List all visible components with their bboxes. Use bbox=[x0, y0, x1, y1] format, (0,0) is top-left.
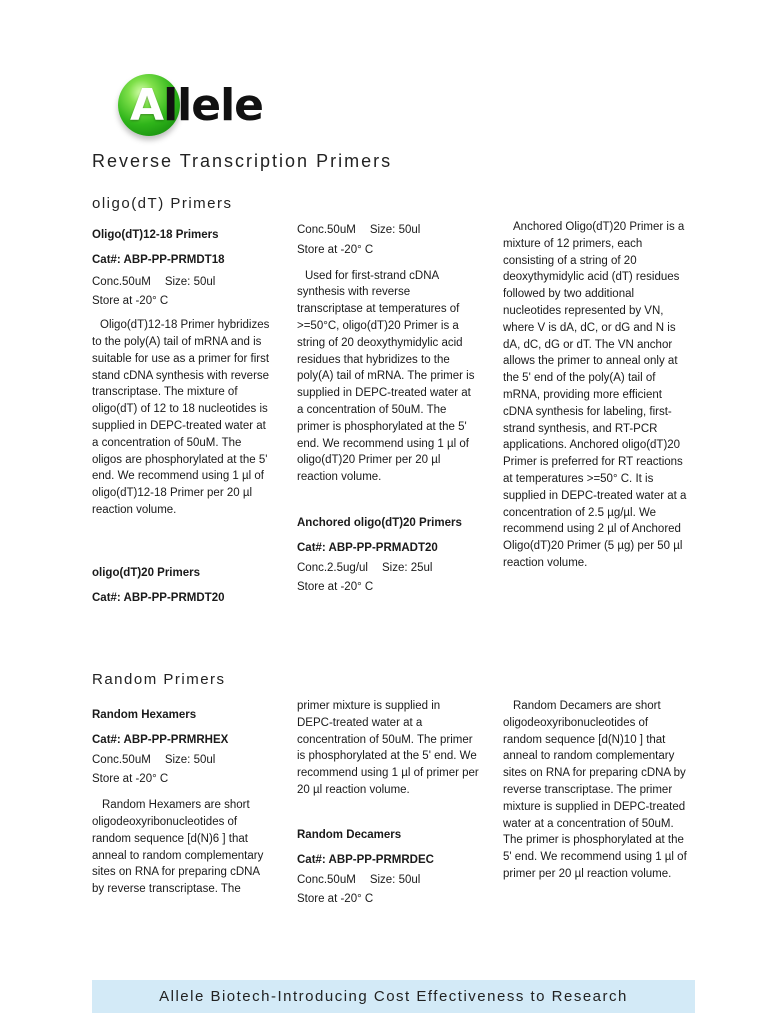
section-heading-random: Random Primers bbox=[92, 671, 226, 688]
product-name: Random Hexamers bbox=[92, 709, 197, 721]
storage: Store at -20° C bbox=[297, 581, 374, 594]
concentration: Conc.2.5ug/ul bbox=[297, 561, 368, 574]
footer-banner bbox=[92, 980, 695, 1013]
product-oligo-dt12-18 bbox=[92, 227, 274, 519]
product-description-continued: primer mixture is supplied in DEPC-treated water at a concentration of 50uM. The primer is phosphorylated at the 5' end. We recommend using 1 µl of primer per 20 µl reaction volume. bbox=[297, 700, 479, 796]
product-description: Random Hexamers are short oligodeoxyribonucleotides of random sequence [d(N)6 ] that anneal to random complementary sites on RNA for preparing cDNA by reverse transcriptase. The bbox=[92, 799, 264, 896]
concentration: Conc.50uM bbox=[92, 275, 151, 288]
product-random-decamers-description bbox=[503, 698, 687, 883]
product-name: oligo(dT)20 Primers bbox=[92, 567, 200, 579]
product-random-hexamers-cont bbox=[297, 698, 479, 799]
size: Size: 25ul bbox=[381, 561, 433, 574]
product-random-hexamers bbox=[92, 707, 274, 898]
concentration: Conc.50uM bbox=[297, 873, 356, 886]
concentration: Conc.50uM bbox=[297, 224, 356, 236]
size: Size: 50ul bbox=[164, 753, 216, 766]
product-name: Oligo(dT)12-18 Primers bbox=[92, 229, 219, 241]
product-name: Anchored oligo(dT)20 Primers bbox=[297, 517, 462, 529]
conc-size-row bbox=[92, 274, 274, 291]
conc-size-row bbox=[92, 752, 274, 769]
product-name: Random Decamers bbox=[297, 829, 402, 841]
allele-logo bbox=[116, 74, 286, 140]
size: Size: 50ul bbox=[369, 873, 421, 886]
page-title: Reverse Transcription Primers bbox=[92, 151, 393, 171]
footer-tagline: Allele Biotech-Introducing Cost Effectiveness to Research bbox=[159, 988, 628, 1005]
concentration: Conc.50uM bbox=[92, 753, 151, 766]
product-random-decamers bbox=[297, 827, 479, 908]
catalog-number: Cat#: ABP-PP-PRMRDEC bbox=[297, 853, 434, 866]
product-description: Oligo(dT)12-18 Primer hybridizes to the poly(A) tail of mRNA and is suitable for use as a primer for first stand cDNA synthesis with reverse transcriptase. The mixture of oligo(dT) of 12 to 18 nucleotides is supplied in DEPC-treated water at a concentration of 50uM. The oligos are phosphorylated at the 5' end. We recommend using 1 µl of oligo(dT)12-18 Primer per 20 µl reaction volume. bbox=[92, 319, 270, 516]
product-anchored-description bbox=[503, 219, 687, 572]
conc-size-row bbox=[297, 222, 479, 239]
section-heading-oligo: oligo(dT) Primers bbox=[92, 195, 233, 212]
storage: Store at -20° C bbox=[92, 295, 169, 308]
product-description: Used for first-strand cDNA synthesis with reverse transcriptase at temperatures of >=50°C, oligo(dT)20 Primer is a string of 20 deoxythymidylic acid residues that hybridizes to the poly(A) tail of mRNA. The primer is supplied in DEPC-treated water at a concentration of 50uM. The primer is phosphorylated at the 5' end. We recommend using 1 µl of oligo(dT)20 Primer per 20 µl reaction volume. bbox=[297, 269, 475, 484]
catalog-number: Cat#: ABP-PP-PRMRHEX bbox=[92, 733, 229, 746]
catalog-number: Cat#: ABP-PP-PRMDT18 bbox=[92, 253, 225, 266]
product-oligo-dt20-header bbox=[92, 565, 274, 607]
product-description: Random Decamers are short oligodeoxyribonucleotides of random sequence [d(N)10 ] that anneal to random complementary sites on RNA for preparing cDNA by reverse transcriptase. The primer mixture is supplied in DEPC-treated water at a concentration of 50uM. The primer is phosphorylated at the 5' end. We recommend using 1 µl of primer per 20 µl reaction volume. bbox=[503, 700, 687, 880]
conc-size-row bbox=[297, 872, 479, 889]
size: Size: 50ul bbox=[164, 275, 216, 288]
product-anchored-oligo-dt20 bbox=[297, 515, 479, 596]
storage: Store at -20° C bbox=[297, 243, 374, 256]
product-description: Anchored Oligo(dT)20 Primer is a mixture of 12 primers, each consisting of a string of 20 deoxythymidylic acid (dT) residues followed by two additional nucleotides represented by VN, where V is dA, dC, or dG and N is dA, dC, dG or dT. The VN anchor allows the primer to anneal only at the 5' end of the poly(A) tail of mRNA, providing more efficient cDNA synthesis for labeling, first-strand synthesis, and RT-PCR applications. Anchored oligo(dT)20 Primer is preferred for RT reactions at temperatures >=50° C. It is supplied in DEPC-treated water at a concentration of 2.5 µg/µl. We recommend using 2 µl of Anchored Oligo(dT)20 Primer (5 µg) per 50 µl reaction volume. bbox=[503, 221, 687, 569]
product-oligo-dt20-details bbox=[297, 222, 479, 486]
size: Size: 50ul bbox=[369, 224, 421, 236]
conc-size-row bbox=[297, 560, 479, 577]
storage: Store at -20° C bbox=[92, 773, 169, 786]
storage: Store at -20° C bbox=[297, 893, 374, 906]
logo-wordmark: Allele bbox=[130, 80, 263, 131]
catalog-number: Cat#: ABP-PP-PRMDT20 bbox=[92, 591, 225, 604]
catalog-number: Cat#: ABP-PP-PRMADT20 bbox=[297, 541, 438, 554]
